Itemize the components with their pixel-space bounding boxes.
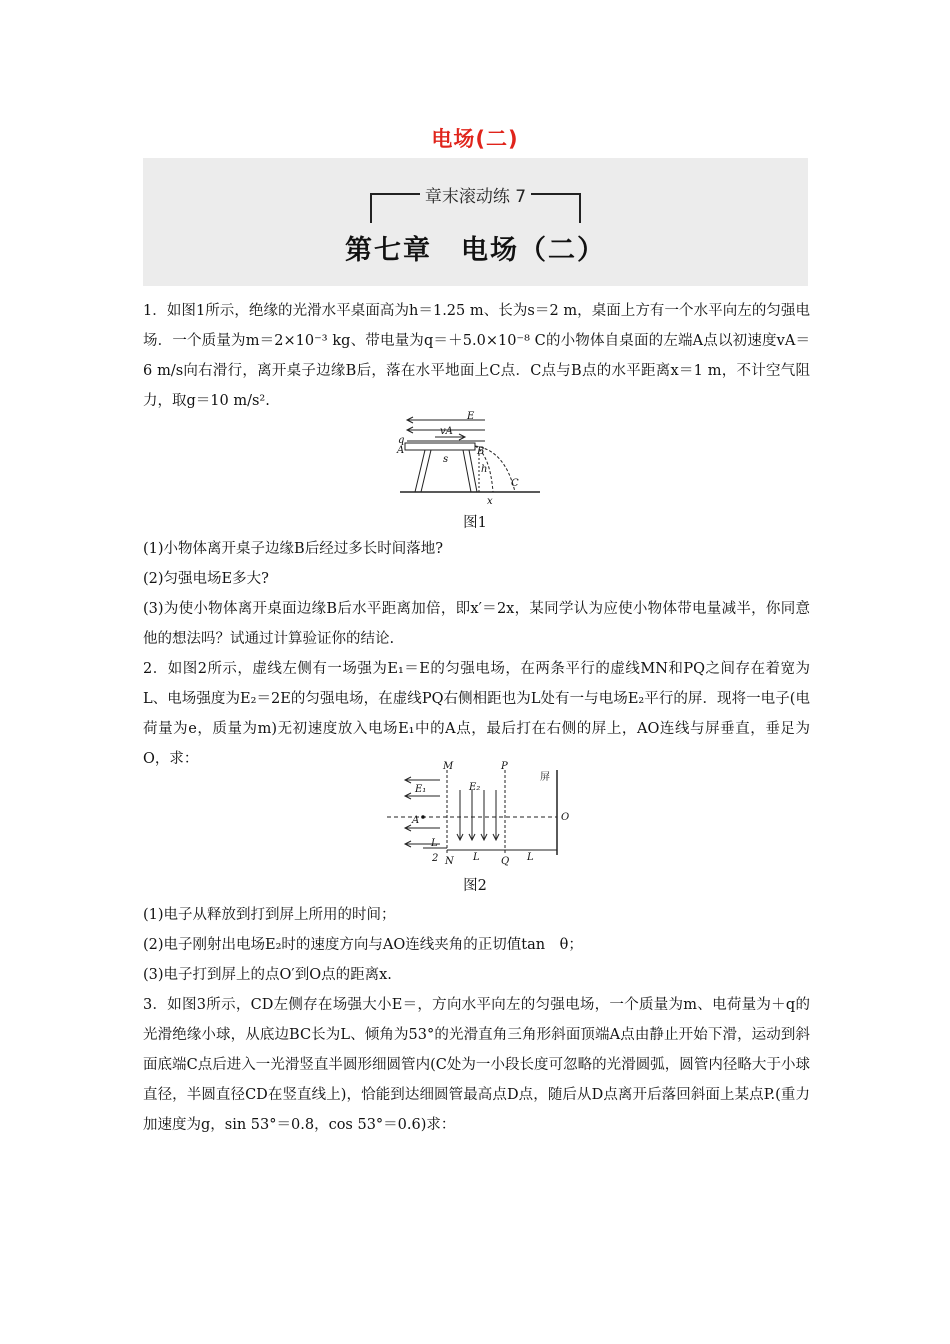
q1-part-2: (2)匀强电场E多大? <box>143 571 269 587</box>
label-q: q <box>398 435 405 446</box>
point-A <box>421 815 425 819</box>
label-vA: vA <box>440 426 453 437</box>
q1-part-3: (3)为使小物体离开桌面边缘B后水平距离加倍，即x′＝2x，某同学认为应使小物体带电量减半，你同意他的想法吗？试通过计算验证你的结论. <box>143 601 810 647</box>
label-x: x <box>487 496 493 507</box>
label-C: C <box>511 478 519 489</box>
label-s: s <box>443 454 449 465</box>
label-A: A <box>397 445 405 456</box>
label-h: h <box>481 464 488 475</box>
question-2-parts <box>143 900 810 1140</box>
label-Q: Q <box>501 856 510 867</box>
label-L-half: L <box>431 838 438 849</box>
banner-chapter-title: 第七章 电场（二） <box>345 235 606 266</box>
label-E2: E₂ <box>469 782 481 793</box>
chapter-banner <box>143 158 808 286</box>
question-2-stem: 2．如图2所示，虚线左侧有一场强为E₁＝E的匀强电场，在两条平行的虚线MN和PQ之间存在着宽为L、电场强度为E₂＝2E的匀强电场，在虚线PQ右侧相距也为L处有一与电场E₂平行的屏．现将一电子(电荷量为e，质量为m)无初速度放入电场E₁中的A点，最后打在右侧的屏上，AO连线与屏垂直，垂足为O，求： <box>143 661 810 767</box>
banner-subtitle: 章末滚动练 7 <box>424 187 527 207</box>
label-half-denominator: 2 <box>432 853 439 864</box>
label-E: E <box>467 411 475 422</box>
label-screen: 屏 <box>540 772 550 783</box>
label-O: O <box>561 812 570 823</box>
label-L: L <box>473 852 480 863</box>
table-leg <box>421 450 431 492</box>
label-E1: E₁ <box>415 784 427 795</box>
question-3-stem: 3．如图3所示，CD左侧存在场强大小E＝，方向水平向左的匀强电场，一个质量为m、电荷量为＋q的光滑绝缘小球，从底边BC长为L、倾角为53°的光滑直角三角形斜面顶端A点由静止开始下滑，运动到斜面底端C点后进入一光滑竖直半圆形细圆管内(C处为一小段长度可忽略的光滑圆弧，圆管内径略大于小球直径，半圆直径CD在竖直线上)，恰能到达细圆管最高点D点，随后从D点离开后落回斜面上某点P.(重力加速度为g，sin 53°＝0.8，cos 53°＝0.6)求： <box>143 997 810 1133</box>
label-L: L <box>527 852 534 863</box>
document-title: 电场(二) <box>431 127 519 151</box>
table-leg <box>415 450 425 492</box>
q2-part-2: (2)电子刚射出电场E₂时的速度方向与AO连线夹角的正切值tan θ； <box>143 937 583 953</box>
question-1-parts <box>143 534 810 774</box>
q2-part-1: (1)电子从释放到打到屏上所用的时间； <box>143 907 396 923</box>
question-1-stem: 1．如图1所示，绝缘的光滑水平桌面高为h＝1.25 m、长为s＝2 m，桌面上方有一个水平向左的匀强电场．一个质量为m＝2×10⁻³ kg、带电量为q＝＋5.0×10⁻⁸ C的小物体自桌面的左端A点以初速度vA＝6 m/s向右滑行，离开桌子边缘B后，落在水平地面上C点．C点与B点的水平距离x＝1 m，不计空气阻力，取g＝10 m/s². <box>143 303 810 409</box>
q1-part-1: (1)小物体离开桌子边缘B后经过多长时间落地? <box>143 541 443 557</box>
label-P: P <box>501 761 508 772</box>
figure-2-diagram <box>385 760 575 870</box>
figure-1-diagram <box>395 410 545 510</box>
label-A: A <box>412 815 420 826</box>
q2-part-3: (3)电子打到屏上的点O′到O点的距离x. <box>143 967 392 983</box>
figure-1-caption: 图1 <box>463 515 487 531</box>
table-top <box>405 443 475 450</box>
question-1 <box>143 296 810 416</box>
label-N: N <box>445 856 454 867</box>
label-B: B <box>477 446 485 457</box>
label-M: M <box>443 761 454 772</box>
figure-2-caption: 图2 <box>463 878 487 894</box>
